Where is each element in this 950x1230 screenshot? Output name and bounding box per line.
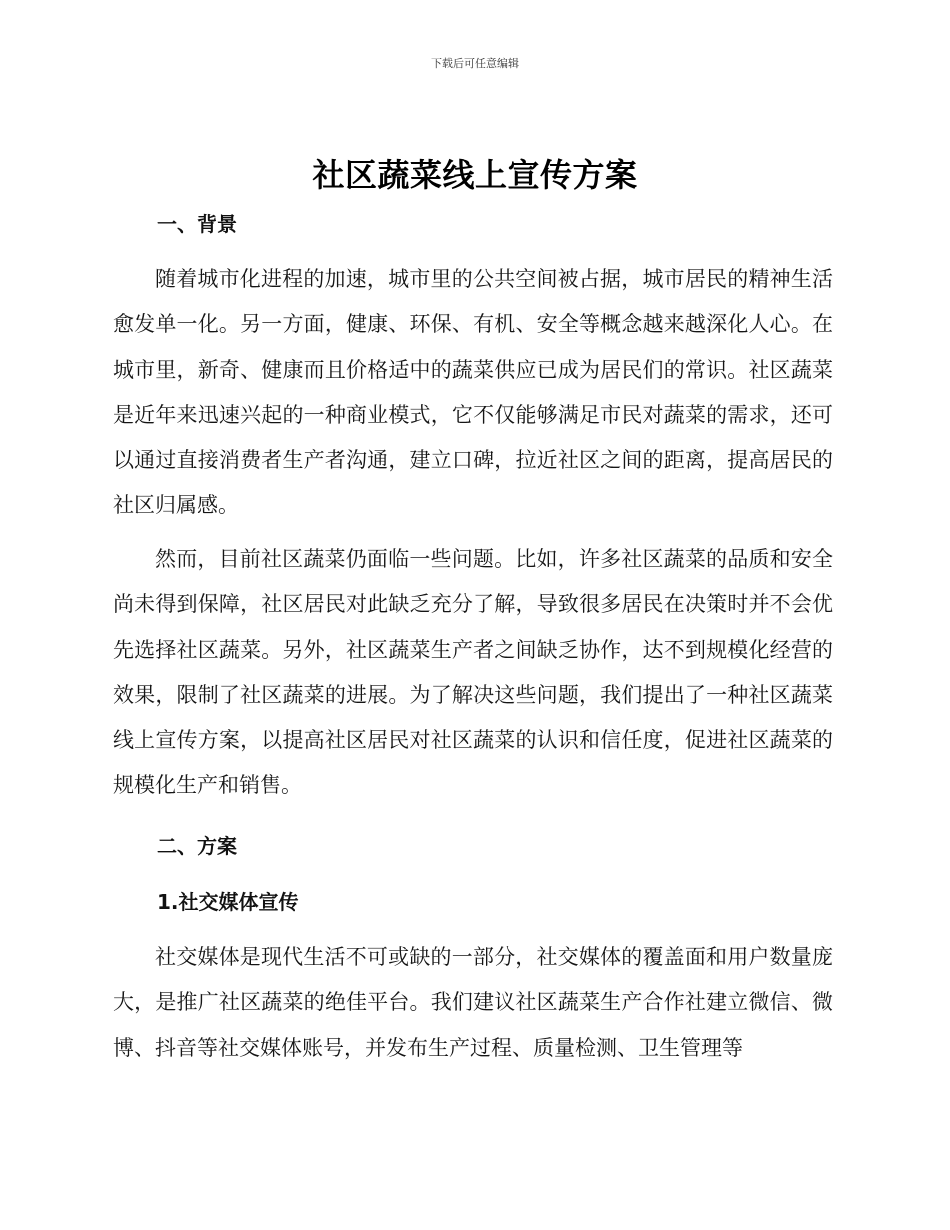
paragraph-background-1: 随着城市化进程的加速，城市里的公共空间被占据，城市居民的精神生活愈发单一化。另一方面，健康、环保、有机、安全等概念越来越深化人心。在城市里，新奇、健康而且价格适中的蔬菜供应已成为居民们的常识。社区蔬菜是近年来迅速兴起的一种商业模式，它不仅能够满足市民对蔬菜的需求，还可以通过直接消费者生产者沟通，建立口碑，拉近社区之间的距离，提高居民的社区归属感。 xyxy=(113,267,833,518)
subsection-heading-social-media: 1.社交媒体宣传 xyxy=(157,890,299,914)
paragraph-social-media: 社交媒体是现代生活不可或缺的一部分，社交媒体的覆盖面和用户数量庞大，是推广社区蔬菜的绝佳平台。我们建议社区蔬菜生产合作社建立微信、微博、抖音等社交媒体账号，并发布生产过程、质量检测、卫生管理等 xyxy=(113,945,833,1060)
document-title: 社区蔬菜线上宣传方案 xyxy=(312,156,638,194)
section-heading-plan: 二、方案 xyxy=(157,834,237,858)
page-header-note: 下载后可任意编辑 xyxy=(431,57,519,70)
section-heading-background: 一、背景 xyxy=(157,212,237,236)
paragraph-background-2: 然而，目前社区蔬菜仍面临一些问题。比如，许多社区蔬菜的品质和安全尚未得到保障，社区居民对此缺乏充分了解，导致很多居民在决策时并不会优先选择社区蔬菜。另外，社区蔬菜生产者之间缺乏协作，达不到规模化经营的效果，限制了社区蔬菜的进展。为了解决这些问题，我们提出了一种社区蔬菜线上宣传方案，以提高社区居民对社区蔬菜的认识和信任度，促进社区蔬菜的规模化生产和销售。 xyxy=(113,547,833,798)
